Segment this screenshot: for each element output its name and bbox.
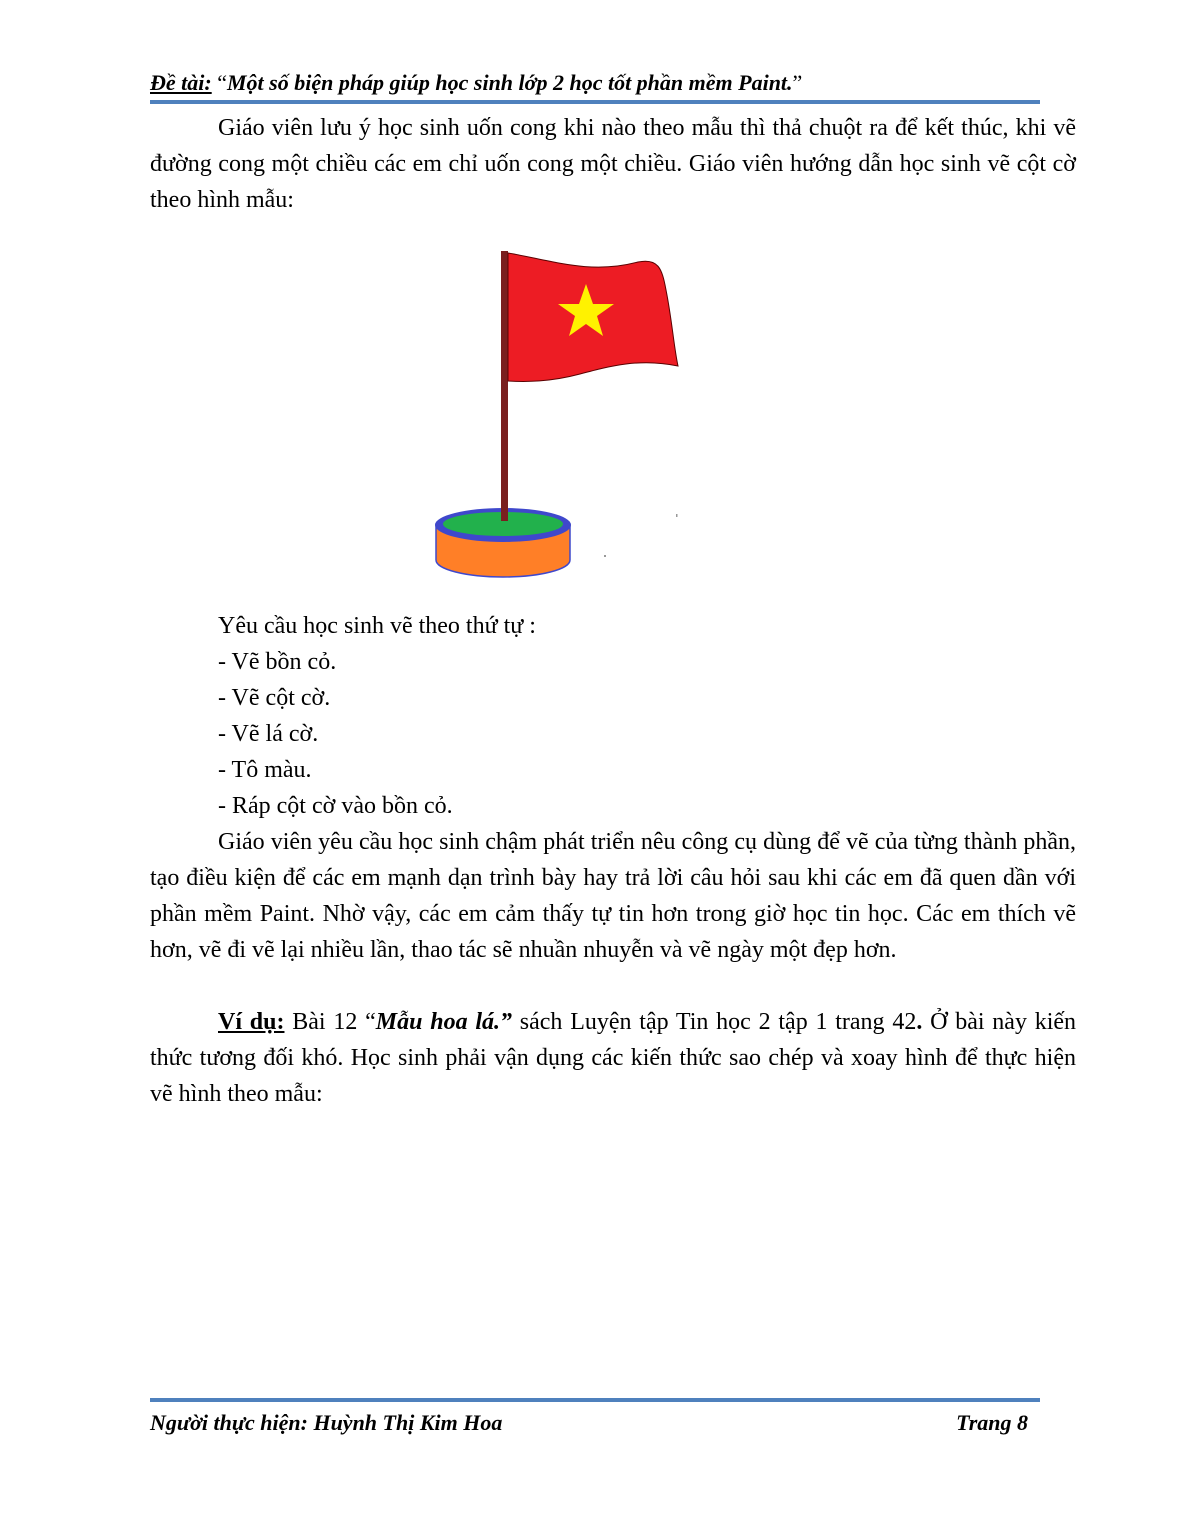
steps-intro: Yêu cầu học sinh vẽ theo thứ tự : <box>218 613 536 639</box>
speck <box>676 514 678 517</box>
paragraph-teacher: Giáo viên yêu cầu học sinh chậm phát triển nêu công cụ dùng để vẽ của từng thành phần, tạo điều kiện để các em mạnh dạn trình bày hay trả lời câu hỏi sau khi các em đã quen dần với phần mềm Paint. Nhờ vậy, các em cảm thấy tự tin hơn trong giờ học tin học. Các em thích vẽ hơn, vẽ đi vẽ lại nhiều lần, thao tác sẽ nhuần nhuyễn và vẽ ngày một đẹp hơn. <box>150 829 1076 963</box>
header-rule <box>150 100 1040 104</box>
example-text-b: sách Luyện tập Tin học 2 tập 1 trang 42 <box>512 1009 917 1035</box>
footer-author: Người thực hiện: Huỳnh Thị Kim Hoa <box>150 1410 503 1435</box>
step-item: - Vẽ bồn cỏ. <box>218 649 337 675</box>
step-item: - Vẽ lá cờ. <box>218 721 319 747</box>
header-label: Đề tài: <box>150 70 212 95</box>
example-label: Ví dụ: <box>218 1009 285 1035</box>
header-close-quote: ” <box>792 70 803 95</box>
footer-page-number: Trang 8 <box>956 1410 1028 1435</box>
speck <box>604 555 606 557</box>
example-text-a: Bài 12 “ <box>284 1009 376 1035</box>
paragraph-example <box>150 1004 1076 1112</box>
step-item: - Tô màu. <box>218 757 312 783</box>
step-item: - Ráp cột cờ vào bồn cỏ. <box>218 793 453 819</box>
lesson-title: Mẫu hoa lá.” <box>375 1009 513 1035</box>
flag-illustration <box>430 240 690 585</box>
footer-rule <box>150 1398 1040 1402</box>
step-item: - Vẽ cột cờ. <box>218 685 331 711</box>
flag-pole-icon <box>501 251 508 521</box>
document-header <box>150 70 1040 96</box>
example-text-c: Ở bài này kiến thức tương đối khó. Học sinh phải vận dụng các kiến thức sao chép và xoay hình để thực hiện vẽ hình theo mẫu: <box>150 1009 1077 1107</box>
example-period: . <box>916 1009 923 1035</box>
header-open-quote: “ <box>211 70 227 95</box>
paragraph-intro: Giáo viên lưu ý học sinh uốn cong khi nào theo mẫu thì thả chuột ra để kết thúc, khi vẽ đường cong một chiều các em chỉ uốn cong một chiều. Giáo viên hướng dẫn học sinh vẽ cột cờ theo hình mẫu: <box>150 115 1076 213</box>
header-title: Một số biện pháp giúp học sinh lớp 2 học tốt phần mềm Paint. <box>226 70 793 95</box>
